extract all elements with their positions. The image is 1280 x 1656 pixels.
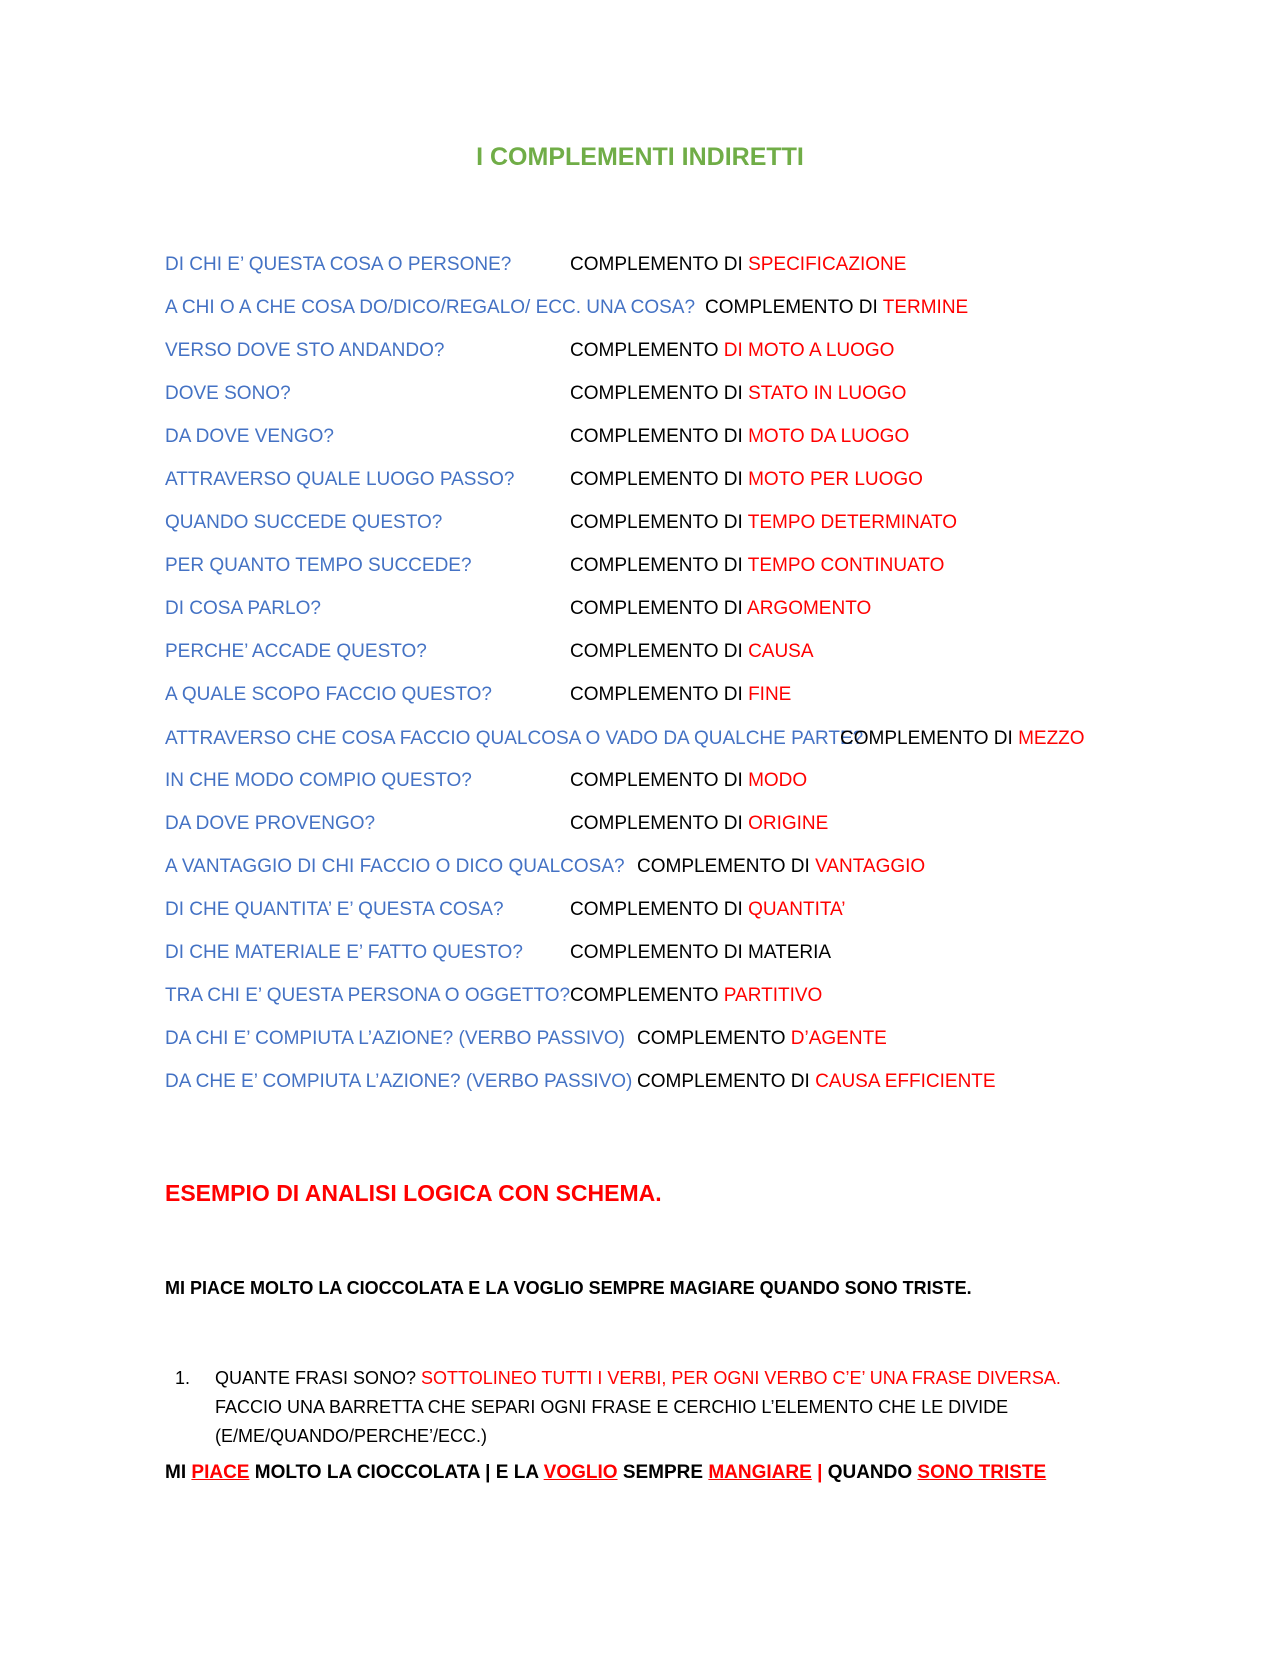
complement-answer bbox=[570, 252, 906, 278]
complement-answer bbox=[570, 424, 909, 450]
complement-type: MOTO PER LUOGO bbox=[748, 469, 923, 490]
complement-label: COMPLEMENTO bbox=[637, 1028, 791, 1049]
complement-answer bbox=[570, 983, 822, 1009]
analysis-part: QUANDO bbox=[827, 1462, 918, 1483]
complement-label: COMPLEMENTO DI bbox=[570, 641, 749, 662]
complement-question: DI CHE MATERIALE E’ FATTO QUESTO? bbox=[165, 942, 523, 963]
step-question: QUANTE FRASI SONO? bbox=[215, 1368, 422, 1388]
step-instruction-red: SOTTOLINEO TUTTI I VERBI, PER OGNI VERBO C’E’ UNA FRASE DIVERSA. bbox=[421, 1368, 1061, 1388]
complement-type: MEZZO bbox=[1018, 728, 1085, 749]
complement-answer bbox=[637, 1026, 887, 1052]
complement-label: COMPLEMENTO DI bbox=[840, 728, 1019, 749]
complement-label: COMPLEMENTO DI bbox=[570, 383, 749, 404]
complement-question: DA DOVE VENGO? bbox=[165, 426, 334, 447]
complement-answer bbox=[570, 682, 791, 708]
complement-question: VERSO DOVE STO ANDANDO? bbox=[165, 340, 445, 361]
complement-type: VANTAGGIO bbox=[815, 856, 926, 877]
complement-type: PARTITIVO bbox=[723, 985, 823, 1006]
complement-question: IN CHE MODO COMPIO QUESTO? bbox=[165, 770, 472, 791]
complement-type: MOTO DA LUOGO bbox=[748, 426, 910, 447]
complement-question: PERCHE’ ACCADE QUESTO? bbox=[165, 641, 427, 662]
complement-label: COMPLEMENTO DI MATERIA bbox=[570, 942, 832, 963]
step-instruction-rest: FACCIO UNA BARRETTA CHE SEPARI OGNI FRASE E CERCHIO L’ELEMENTO CHE LE DIVIDE (E/ME/QUANDO/PERCHE’/ECC.) bbox=[215, 1368, 1066, 1446]
complement-label: COMPLEMENTO bbox=[570, 985, 724, 1006]
complement-label: COMPLEMENTO DI bbox=[570, 813, 749, 834]
complement-answer bbox=[570, 381, 906, 407]
example-sentence: MI PIACE MOLTO LA CIOCCOLATA E LA VOGLIO SEMPRE MAGIARE QUANDO SONO TRISTE. bbox=[165, 1278, 972, 1298]
verb-underlined: MANGIARE bbox=[708, 1462, 812, 1483]
complement-type: CAUSA EFFICIENTE bbox=[815, 1071, 996, 1092]
complement-question: DA CHI E’ COMPIUTA L’AZIONE? (VERBO PASSIVO) bbox=[165, 1028, 625, 1049]
verb-underlined: VOGLIO bbox=[543, 1462, 618, 1483]
page-title: I COMPLEMENTI INDIRETTI bbox=[476, 143, 804, 171]
complement-type: STATO IN LUOGO bbox=[748, 383, 907, 404]
complement-label: COMPLEMENTO DI bbox=[705, 297, 883, 318]
complement-label: COMPLEMENTO DI bbox=[570, 469, 749, 490]
complement-type: D’AGENTE bbox=[790, 1028, 887, 1049]
complement-type: ARGOMENTO bbox=[747, 598, 872, 619]
complement-question: DOVE SONO? bbox=[165, 383, 291, 404]
complement-answer bbox=[570, 338, 894, 364]
complement-type: MODO bbox=[748, 770, 808, 791]
complement-label: COMPLEMENTO DI bbox=[570, 598, 748, 619]
complement-label: COMPLEMENTO DI bbox=[570, 512, 748, 533]
complement-question: DI CHI E’ QUESTA COSA O PERSONE? bbox=[165, 254, 512, 275]
complement-question: A QUALE SCOPO FACCIO QUESTO? bbox=[165, 684, 492, 705]
complement-answer bbox=[570, 553, 944, 579]
complement-answer bbox=[705, 295, 968, 321]
complement-answer bbox=[637, 854, 925, 880]
complement-question: PER QUANTO TEMPO SUCCEDE? bbox=[165, 555, 472, 576]
complement-question: DA DOVE PROVENGO? bbox=[165, 813, 376, 834]
complement-answer bbox=[570, 897, 846, 923]
complement-answer bbox=[570, 940, 831, 966]
complement-question: QUANDO SUCCEDE QUESTO? bbox=[165, 512, 443, 533]
complement-answer bbox=[570, 639, 814, 665]
complement-label: COMPLEMENTO bbox=[570, 340, 724, 361]
complement-type: FINE bbox=[748, 684, 792, 705]
verb-underlined: PIACE bbox=[191, 1462, 250, 1483]
analysis-part: MOLTO LA CIOCCOLATA | E LA bbox=[249, 1462, 544, 1483]
example-title: ESEMPIO DI ANALISI LOGICA CON SCHEMA. bbox=[165, 1180, 662, 1206]
complement-type: TEMPO DETERMINATO bbox=[747, 512, 958, 533]
analysis-sentence bbox=[165, 1462, 1046, 1484]
complement-question: ATTRAVERSO QUALE LUOGO PASSO? bbox=[165, 469, 515, 490]
separator-bar: | bbox=[811, 1462, 828, 1483]
complement-question: ATTRAVERSO CHE COSA FACCIO QUALCOSA O VADO DA QUALCHE PARTE? bbox=[165, 728, 864, 749]
complement-answer bbox=[570, 596, 871, 622]
complement-label: COMPLEMENTO DI bbox=[570, 684, 749, 705]
complement-type: CAUSA bbox=[748, 641, 814, 662]
complement-answer bbox=[570, 467, 923, 493]
complement-label: COMPLEMENTO DI bbox=[570, 254, 749, 275]
complement-type: TEMPO CONTINUATO bbox=[747, 555, 945, 576]
complement-type: QUANTITA’ bbox=[748, 899, 846, 920]
complement-question: DA CHE E’ COMPIUTA L’AZIONE? (VERBO PASSIVO) bbox=[165, 1071, 633, 1092]
complement-label: COMPLEMENTO DI bbox=[570, 555, 748, 576]
complement-answer bbox=[840, 726, 1085, 752]
complement-type: ORIGINE bbox=[748, 813, 829, 834]
complement-type: DI MOTO A LUOGO bbox=[723, 340, 895, 361]
complement-label: COMPLEMENTO DI bbox=[637, 856, 816, 877]
complement-answer bbox=[570, 768, 807, 794]
complement-type: TERMINE bbox=[882, 297, 969, 318]
verb-underlined: SONO TRISTE bbox=[917, 1462, 1047, 1483]
complement-question: TRA CHI E’ QUESTA PERSONA O OGGETTO? bbox=[165, 985, 571, 1006]
step-body bbox=[215, 1364, 1075, 1451]
complement-answer bbox=[570, 510, 957, 536]
complement-label: COMPLEMENTO DI bbox=[570, 770, 749, 791]
analysis-part: MI bbox=[165, 1462, 192, 1483]
analysis-part: SEMPRE bbox=[617, 1462, 709, 1483]
step-number: 1. bbox=[175, 1368, 191, 1388]
complement-answer bbox=[570, 811, 828, 837]
complement-question: DI CHE QUANTITA’ E’ QUESTA COSA? bbox=[165, 899, 504, 920]
complement-question: DI COSA PARLO? bbox=[165, 598, 321, 619]
complement-label: COMPLEMENTO DI bbox=[570, 899, 749, 920]
complement-answer bbox=[637, 1069, 996, 1095]
complement-type: SPECIFICAZIONE bbox=[748, 254, 907, 275]
complement-label: COMPLEMENTO DI bbox=[570, 426, 749, 447]
complement-question: A VANTAGGIO DI CHI FACCIO O DICO QUALCOSA? bbox=[165, 856, 625, 877]
complement-question: A CHI O A CHE COSA DO/DICO/REGALO/ ECC. UNA COSA? bbox=[165, 297, 696, 318]
complement-label: COMPLEMENTO DI bbox=[637, 1071, 816, 1092]
